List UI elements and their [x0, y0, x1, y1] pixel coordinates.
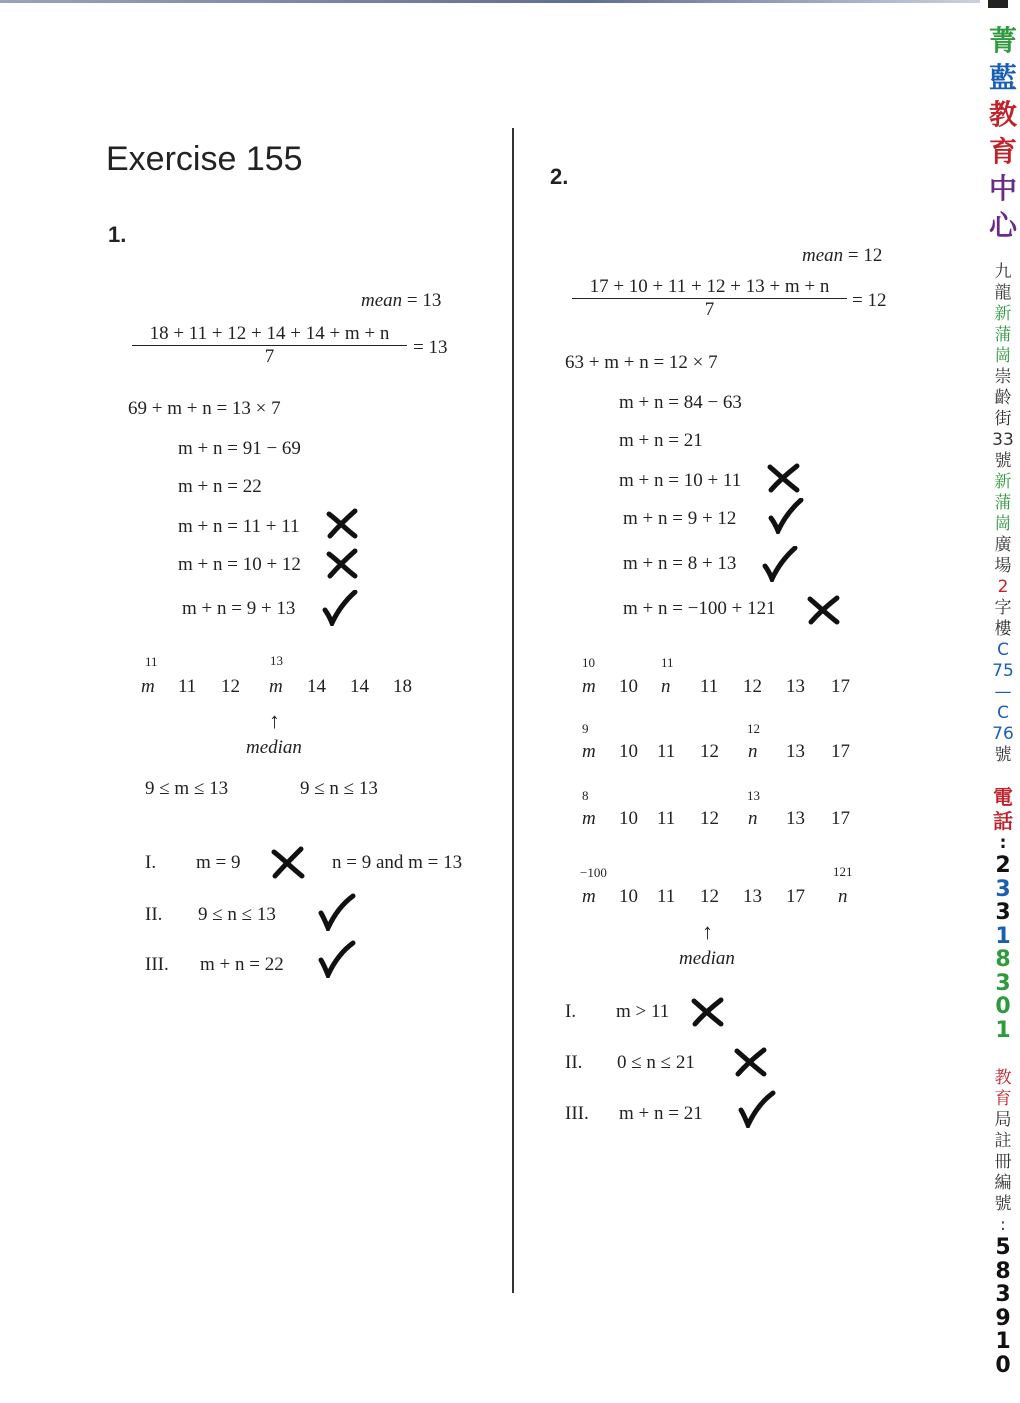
q2-order-cell: 13 — [786, 676, 805, 697]
q1-order-cell: 12 — [221, 676, 240, 697]
q1-order-cell: m — [141, 676, 155, 697]
cross-mark-icon — [690, 996, 726, 1028]
q2-order-cell: 11 — [657, 741, 676, 762]
sidebar-address-char: 崇 — [994, 367, 1012, 387]
q2-order-cell: 17 — [831, 676, 850, 697]
cross-mark-icon — [325, 548, 361, 580]
q1-order-cell: 14 — [350, 676, 369, 697]
sidebar-address-char: 2 — [997, 577, 1009, 597]
q2-order-cell: 17 — [786, 886, 805, 907]
q2-statement-label: III. — [565, 1103, 589, 1124]
q2-order-cell: 10 — [619, 676, 638, 697]
sidebar-address-char: — — [994, 682, 1012, 702]
cross-mark-icon — [806, 594, 842, 626]
q1-order-cell: m — [269, 676, 283, 697]
sidebar-address-char: 場 — [994, 556, 1012, 576]
q2-fraction-equals: = 12 — [852, 290, 887, 311]
sidebar-address — [986, 262, 1020, 766]
q2-order-cell: 12 — [700, 808, 719, 829]
q2-step-6: m + n = 8 + 13 — [623, 553, 737, 574]
q1-step-5: m + n = 10 + 12 — [178, 554, 301, 575]
q2-statement-label: II. — [565, 1052, 583, 1073]
q1-step-4: m + n = 11 + 11 — [178, 516, 300, 537]
sidebar-reg-char: 教 — [994, 1068, 1012, 1088]
sidebar-registration — [986, 1068, 1020, 1377]
q1-fraction — [132, 323, 407, 368]
check-mark-icon — [768, 498, 804, 534]
q2-row2-top-n: 12 — [747, 721, 760, 736]
q2-statement-label: I. — [565, 1001, 577, 1022]
sidebar-phone-digit: 1 — [995, 923, 1011, 949]
q2-order-cell: m — [582, 741, 596, 762]
sidebar-reg-char: 局 — [994, 1110, 1012, 1130]
sidebar-phone-digit: 3 — [995, 876, 1011, 902]
q2-order-cell: m — [582, 886, 596, 907]
page-title: Exercise 155 — [106, 140, 303, 178]
sidebar-address-char: 齡 — [994, 388, 1012, 408]
sidebar-address-char: 樓 — [994, 619, 1012, 639]
check-mark-icon — [762, 546, 798, 582]
q2-fraction — [572, 276, 847, 321]
q2-order-cell: 10 — [619, 741, 638, 762]
sidebar-address-char: 號 — [994, 745, 1012, 765]
q1-median-arrow: ↑ — [269, 708, 280, 733]
sidebar-address-char: 崗 — [994, 346, 1012, 366]
q1-order-cell: 14 — [307, 676, 326, 697]
sidebar-address-char: 75 — [992, 661, 1014, 681]
q1-order-cell: 11 — [178, 676, 197, 697]
q2-step-5: m + n = 9 + 12 — [623, 508, 737, 529]
sidebar-name-char: 育 — [988, 135, 1017, 168]
sidebar-reg-char: 育 — [994, 1089, 1012, 1109]
q1-range-n: 9 ≤ n ≤ 13 — [300, 778, 378, 799]
q2-order-cell: 11 — [657, 808, 676, 829]
q1-statement-label: II. — [145, 904, 163, 925]
sidebar-address-char: 33 — [992, 430, 1014, 450]
q2-step-4: m + n = 10 + 11 — [619, 470, 742, 491]
sidebar-phone-label-char: 話 — [993, 809, 1013, 833]
check-mark-icon — [318, 893, 356, 931]
q1-statement-text: m = 9 — [196, 852, 241, 873]
top-corner-mark — [988, 0, 1008, 8]
q2-order-cell: 11 — [657, 886, 676, 907]
q2-order-cell: 17 — [831, 808, 850, 829]
q2-order-cell: 11 — [700, 676, 719, 697]
q1-order-cell: 18 — [393, 676, 412, 697]
sidebar-name-char: 教 — [988, 98, 1017, 131]
q2-order-cell: m — [582, 808, 596, 829]
sidebar-address-char: 九 — [994, 262, 1012, 282]
sidebar-reg-digit: 5 — [995, 1235, 1011, 1260]
cross-mark-icon — [270, 846, 308, 880]
sidebar-name-char: 藍 — [988, 61, 1017, 94]
sidebar-phone-digit: 8 — [995, 947, 1011, 972]
column-divider — [512, 128, 514, 1293]
sidebar-phone-digit: 2 — [995, 853, 1011, 878]
q2-number: 2. — [550, 164, 569, 189]
q2-fraction-denominator: 7 — [704, 299, 715, 320]
q1-number: 1. — [108, 222, 127, 247]
sidebar-reg-digit: 9 — [995, 1305, 1011, 1331]
q2-median-label: median — [679, 948, 735, 969]
q2-order-cell: n — [838, 886, 848, 907]
q2-step-1: 63 + m + n = 12 × 7 — [565, 352, 718, 373]
q1-fraction-numerator: 18 + 11 + 12 + 14 + 14 + m + n — [132, 323, 407, 346]
sidebar-reg-digit: 8 — [995, 1258, 1011, 1284]
q2-row4-top-n: 121 — [833, 864, 853, 879]
sidebar-reg-digit: 3 — [995, 1282, 1011, 1307]
q2-step-2: m + n = 84 − 63 — [619, 392, 742, 413]
sidebar-name-char: 中 — [988, 172, 1017, 205]
sidebar-reg-char: 編 — [994, 1173, 1012, 1193]
q2-median-arrow: ↑ — [702, 919, 713, 944]
q2-order-cell: 13 — [786, 741, 805, 762]
sidebar-address-char: C — [997, 703, 1009, 723]
q2-step-3: m + n = 21 — [619, 430, 703, 451]
q2-order-cell: n — [748, 741, 758, 762]
sidebar-address-char: 街 — [994, 409, 1012, 429]
q1-step-3: m + n = 22 — [178, 476, 262, 497]
q1-statement-label: III. — [145, 954, 169, 975]
q2-order-cell: 13 — [743, 886, 762, 907]
q1-median-label: median — [246, 737, 302, 758]
q2-order-cell: 12 — [700, 886, 719, 907]
q2-row3-top-n: 13 — [747, 788, 760, 803]
sidebar-address-char: 崗 — [994, 514, 1012, 534]
sidebar-name-char: 心 — [988, 209, 1017, 242]
sidebar-address-char: 號 — [994, 451, 1012, 471]
q1-statement-text: m + n = 22 — [200, 954, 284, 975]
sidebar-address-char: C — [997, 640, 1009, 660]
sidebar-address-char: 76 — [992, 724, 1014, 744]
sidebar-phone-digit: 1 — [995, 1017, 1011, 1043]
q2-fraction-numerator: 17 + 10 + 11 + 12 + 13 + m + n — [572, 276, 847, 299]
check-mark-icon — [322, 590, 358, 626]
q2-step-7: m + n = −100 + 121 — [623, 598, 776, 619]
q2-order-cell: 10 — [619, 886, 638, 907]
q2-order-cell: 13 — [786, 808, 805, 829]
cross-mark-icon — [766, 462, 802, 494]
q2-order-cell: m — [582, 676, 596, 697]
q2-row4-top-m: −100 — [580, 865, 607, 880]
q2-row1-top-m: 10 — [582, 655, 595, 670]
q2-statement-text: m > 11 — [616, 1001, 670, 1022]
check-mark-icon — [738, 1090, 776, 1128]
sidebar-address-char: 蒲 — [994, 325, 1012, 345]
sidebar-reg-digit: 1 — [995, 1329, 1011, 1354]
q1-mean-line: mean = 13 — [361, 290, 442, 311]
q2-order-cell: 12 — [743, 676, 762, 697]
check-mark-icon — [318, 940, 356, 978]
q2-order-cell: 12 — [700, 741, 719, 762]
top-scan-edge — [0, 0, 980, 3]
q1-statement-note: n = 9 and m = 13 — [332, 852, 463, 873]
sidebar-phone-digit: 3 — [995, 970, 1011, 996]
sidebar-phone-digit: 0 — [995, 994, 1011, 1019]
sidebar-address-char: 新 — [994, 304, 1012, 324]
sidebar-name-char: 菁 — [988, 24, 1017, 57]
sidebar-phone-label-char: : — [999, 833, 1007, 853]
sidebar-center-name — [986, 22, 1020, 244]
q1-order-top-m2: 13 — [270, 653, 283, 668]
sidebar-address-char: 廣 — [994, 535, 1012, 555]
q2-row1-top-n: 11 — [661, 655, 674, 670]
q1-statement-text: 9 ≤ n ≤ 13 — [198, 904, 276, 925]
sidebar-reg-char: 冊 — [994, 1152, 1012, 1172]
q2-statement-text: m + n = 21 — [619, 1103, 703, 1124]
sidebar-phone-digit: 3 — [995, 900, 1011, 925]
q1-statement-label: I. — [145, 852, 157, 873]
sidebar-reg-char: 號 — [994, 1194, 1012, 1214]
q2-order-cell: n — [748, 808, 758, 829]
q2-order-cell: 17 — [831, 741, 850, 762]
sidebar-address-char: 蒲 — [994, 493, 1012, 513]
q2-statement-text: 0 ≤ n ≤ 21 — [617, 1052, 695, 1073]
sidebar-reg-char: : — [1000, 1215, 1006, 1235]
sidebar-reg-char: 註 — [994, 1131, 1012, 1151]
q2-order-cell: n — [661, 676, 671, 697]
sidebar-address-char: 字 — [994, 598, 1012, 618]
sidebar-address-char: 新 — [994, 472, 1012, 492]
sidebar-reg-digit: 0 — [995, 1352, 1011, 1378]
sidebar-phone-label-char: 電 — [993, 785, 1013, 809]
q2-row3-top-m: 8 — [582, 788, 589, 803]
q2-order-cell: 10 — [619, 808, 638, 829]
cross-mark-icon — [733, 1046, 769, 1078]
q2-mean-line: mean = 12 — [802, 245, 883, 266]
q1-fraction-equals: = 13 — [413, 337, 448, 358]
sidebar-phone — [986, 785, 1020, 1042]
q1-fraction-denominator: 7 — [264, 346, 275, 367]
q2-row2-top-m: 9 — [582, 721, 589, 736]
sidebar-address-char: 龍 — [994, 283, 1012, 303]
q1-step-2: m + n = 91 − 69 — [178, 438, 301, 459]
q1-step-1: 69 + m + n = 13 × 7 — [128, 398, 281, 419]
q1-step-6: m + n = 9 + 13 — [182, 598, 296, 619]
q1-range-m: 9 ≤ m ≤ 13 — [145, 778, 229, 799]
q1-order-top-m: 11 — [145, 654, 158, 669]
cross-mark-icon — [325, 508, 361, 540]
